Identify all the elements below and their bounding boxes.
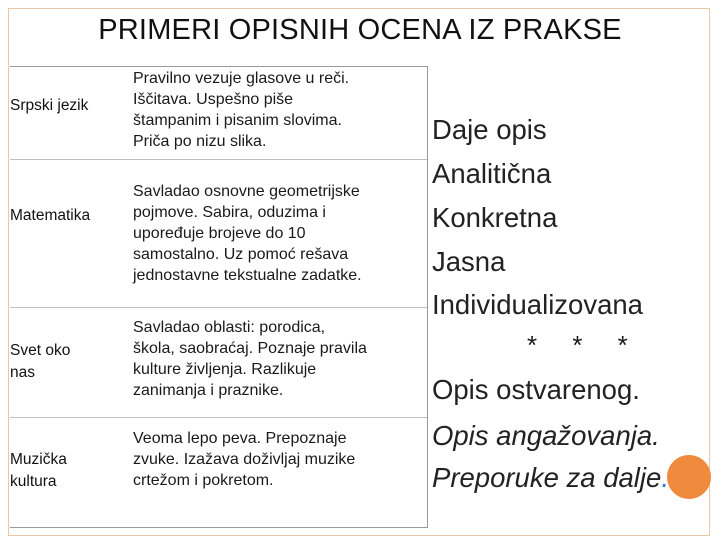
note-item: Opis angažovanja.	[432, 420, 660, 451]
subject-label	[10, 449, 130, 493]
description-line: samostalno. Uz pomoć rešava	[133, 246, 349, 263]
description-line: Savladao oblasti: porodica,	[133, 319, 326, 336]
description-line: škola, saobraćaj. Poznaje pravila	[133, 340, 367, 357]
description-cell	[133, 428, 423, 491]
subject-label: Srpski jezik	[10, 97, 89, 114]
description-cell	[133, 317, 423, 401]
table-row-matematika	[10, 159, 427, 308]
description-line: Veoma lepo peva. Prepoznaje	[133, 430, 347, 447]
characteristic-item: Jasna	[432, 246, 506, 277]
description-line: Savladao osnovne geometrijske	[133, 183, 360, 200]
separator-stars: * * *	[527, 330, 642, 360]
description-line: pojmove. Sabira, oduzima i	[133, 204, 326, 221]
description-line: Pravilno vezuje glasove u reči.	[133, 70, 350, 87]
table-row-srpski	[10, 67, 427, 159]
subject-label-line: nas	[10, 364, 35, 381]
description-line: zvuke. Izažava doživljaj muzike	[133, 451, 356, 468]
grades-table	[10, 66, 428, 528]
subject-label	[10, 340, 130, 384]
description-line: crtežom i pokretom.	[133, 472, 274, 489]
subject-label-line: kultura	[10, 473, 57, 490]
characteristic-item: Konkretna	[432, 202, 558, 233]
note-text: Preporuke za dalje	[432, 462, 662, 493]
characteristic-item: Daje opis	[432, 114, 547, 145]
decorative-orange-circle	[667, 455, 711, 499]
note-item	[432, 462, 669, 494]
description-line: Priča po nizu slika.	[133, 133, 267, 150]
description-line: upoređuje brojeve do 10	[133, 225, 306, 242]
final-period: .	[661, 462, 669, 493]
description-line: jednostavne tekstualne zadatke.	[133, 267, 362, 284]
subject-label: Matematika	[10, 207, 91, 224]
description-line: štampanim i pisanim slovima.	[133, 112, 342, 129]
note-item: Opis ostvarenog.	[432, 374, 640, 405]
characteristic-item: Individualizovana	[432, 289, 643, 320]
description-cell	[133, 181, 423, 286]
description-line: Iščitava. Uspešno piše	[133, 91, 294, 108]
table-row-muzicka-kultura	[10, 417, 427, 530]
description-line: zanimanja i praznike.	[133, 382, 284, 399]
subject-label-line: Svet oko	[10, 342, 71, 359]
description-line: kulture življenja. Razlikuje	[133, 361, 317, 378]
subject-label-line: Muzička	[10, 451, 67, 468]
characteristic-item: Analitična	[432, 158, 552, 189]
table-row-svet-oko-nas	[10, 307, 427, 418]
page-title: PRIMERI OPISNIH OCENA IZ PRAKSE	[98, 14, 622, 46]
description-cell	[133, 68, 423, 152]
